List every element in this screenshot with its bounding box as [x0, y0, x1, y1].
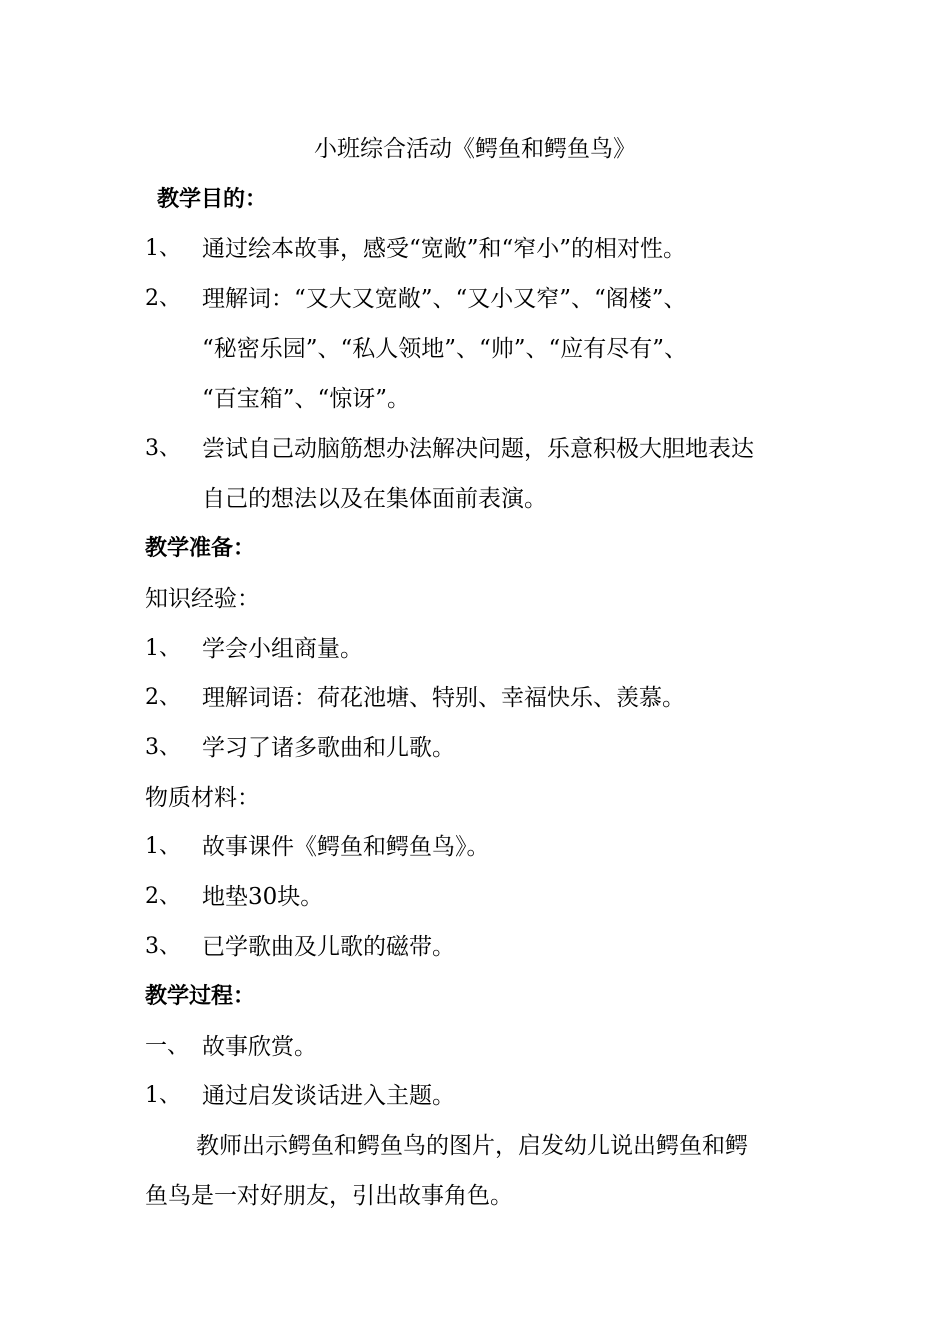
knowledge-number-3: 3、: [145, 735, 181, 760]
material-text-3: 已学歌曲及儿歌的磁带。: [202, 934, 455, 960]
process-step-text: 通过启发谈话进入主题。: [202, 1083, 455, 1109]
knowledge-number-1: 1、: [145, 636, 181, 661]
prep-heading: 教学准备：: [145, 536, 256, 561]
knowledge-text-3: 学习了诸多歌曲和儿歌。: [202, 735, 455, 761]
knowledge-text-2: 理解词语：荷花池塘、特别、幸福快乐、羡慕。: [202, 685, 685, 711]
goal-text-3-line-1: 尝试自己动脑筋想办法解决问题，乐意积极大胆地表达: [202, 436, 754, 462]
material-number-3: 3、: [145, 934, 181, 959]
process-section-number: 一、: [145, 1034, 190, 1059]
document-title: 小班综合活动《鳄鱼和鳄鱼鸟》: [314, 136, 636, 162]
process-section-text: 故事欣赏。: [202, 1034, 317, 1060]
process-step-number: 1、: [145, 1083, 181, 1108]
goal-text-1: 通过绘本故事，感受“宽敞”和“窄小”的相对性。: [202, 236, 687, 262]
materials-label: 物质材料：: [145, 785, 260, 811]
goal-text-2-line-3: “百宝箱”、“惊讶”。: [202, 386, 411, 412]
goal-number-1: 1、: [145, 236, 181, 261]
knowledge-text-1: 学会小组商量。: [202, 636, 363, 662]
material-number-1: 1、: [145, 834, 181, 859]
material-text-2: 地垫30块。: [202, 884, 324, 910]
knowledge-label: 知识经验：: [145, 586, 260, 612]
goal-text-2-line-1: 理解词：“又大又宽敞”、“又小又窄”、“阁楼”、: [202, 286, 687, 312]
goal-text-2-line-2: “秘密乐园”、“私人领地”、“帅”、“应有尽有”、: [202, 336, 688, 362]
process-heading: 教学过程：: [145, 984, 256, 1009]
material-number-2: 2、: [145, 884, 181, 909]
process-paragraph-line-2: 鱼鸟是一对好朋友，引出故事角色。: [145, 1183, 513, 1209]
knowledge-number-2: 2、: [145, 685, 181, 710]
process-paragraph-line-1: 教师出示鳄鱼和鳄鱼鸟的图片，启发幼儿说出鳄鱼和鳄: [196, 1133, 748, 1159]
goal-number-3: 3、: [145, 436, 181, 461]
goals-heading: 教学目的：: [157, 187, 268, 212]
goal-number-2: 2、: [145, 286, 181, 311]
goal-text-3-line-2: 自己的想法以及在集体面前表演。: [202, 486, 547, 512]
material-text-1: 故事课件《鳄鱼和鳄鱼鸟》。: [202, 834, 490, 860]
